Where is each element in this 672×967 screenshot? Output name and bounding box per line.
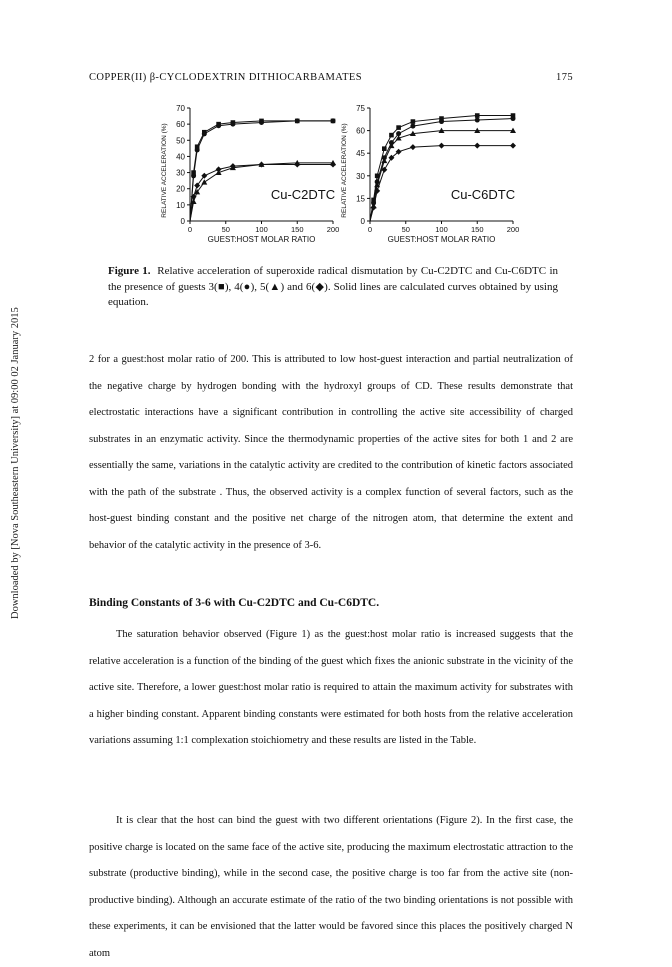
x-axis-label: GUEST:HOST MOLAR RATIO (387, 235, 496, 244)
x-tick-label: 100 (255, 225, 268, 234)
circle-marker (216, 123, 221, 128)
square-marker (411, 119, 416, 124)
x-tick-label: 0 (367, 225, 373, 234)
diamond-marker (439, 143, 445, 149)
paragraph-1: 2 for a guest:host molar ratio of 200. This is attributed to low host-guest interaction and partial neutralization of the negative charge by hydrogen bonding with the hydroxyl groups of CD. These results demonstrate that electrostatic interactions have a significant contribution in controlling the active site accessibility of charged substrates in an enzymatic activity. Since the thermodynamic properties of the active sites for both 1 and 2 are essentially the same, variations in the catalytic activity are credited to the contribution of kinetic factors associated with the path of the substrate . Thus, the observed activity is a complex function of several factors, such as the host-guest binding constant and the positive net charge of the nitrogen atom, that determine the extent and behavior of the catalytic activity in the presence of 3-6. (89, 354, 573, 551)
chart-title: Cu-C6DTC (450, 187, 516, 202)
y-tick-label: 60 (176, 120, 185, 130)
chart-title: Cu-C2DTC (270, 187, 336, 202)
square-marker (389, 133, 394, 138)
circle-marker (295, 118, 300, 123)
y-tick-label: 30 (356, 171, 365, 181)
y-tick-label: 45 (356, 149, 365, 159)
x-tick-label: 100 (435, 225, 448, 234)
y-tick-label: 20 (176, 184, 185, 194)
x-axis-label: GUEST:HOST MOLAR RATIO (207, 235, 316, 244)
circle-marker (439, 119, 444, 124)
circle-marker (230, 122, 235, 127)
x-tick-label: 0 (187, 225, 193, 234)
diamond-marker (410, 144, 416, 150)
circle-marker (202, 131, 207, 136)
y-tick-label: 50 (176, 136, 185, 146)
page-number: 175 (556, 72, 573, 83)
figure-1 (130, 90, 530, 255)
caption-label: Figure 1. (108, 265, 151, 277)
y-tick-label: 75 (356, 104, 365, 113)
y-tick-label: 30 (176, 168, 185, 178)
square-marker (382, 146, 387, 151)
section-heading: Binding Constants of 3-6 with Cu-C2DTC and Cu-C6DTC. (89, 597, 380, 609)
y-tick-label: 70 (176, 104, 185, 113)
circle-marker (191, 173, 196, 178)
series-line-square (190, 121, 336, 221)
triangle-marker (201, 179, 207, 184)
circle-marker (410, 124, 415, 129)
y-tick-label: 0 (180, 217, 185, 226)
x-tick-label: 50 (221, 225, 230, 234)
y-axis-label: RELATIVE ACCELERATION (%) (161, 123, 168, 218)
y-axis-label: RELATIVE ACCELERATION (%) (341, 123, 348, 218)
circle-marker (511, 116, 516, 121)
x-tick-label: 150 (290, 225, 304, 234)
paragraph-2: The saturation behavior observed (Figure 1) as the guest:host molar ratio is increased suggests that the relative acceleration is a function of the binding of the guest which fixes the anionic substrate in the vicinity of the active site. Therefore, a lower guest:host molar ratio is required to attain the maximum activity for substrates with a higher binding constant. Apparent binding constants were estimated for both hosts from the relative acceleration variations assuming 1:1 complexation stoichiometry and these results are listed in the Table. (89, 629, 573, 746)
series-line-circle (190, 121, 336, 221)
x-tick-label: 150 (470, 225, 484, 234)
square-marker (475, 113, 480, 118)
circle-marker (195, 147, 200, 152)
diamond-marker (510, 143, 516, 149)
circle-marker (259, 120, 264, 125)
circle-marker (475, 118, 480, 123)
running-title: COPPER(II) β-CYCLODEXTRIN DITHIOCARBAMATES (89, 72, 362, 83)
download-watermark: Downloaded by [Nova Southeastern University] at 09:00 02 January 2015 (10, 307, 21, 619)
x-tick-label: 200 (326, 225, 340, 234)
diamond-marker (474, 143, 480, 149)
x-tick-label: 200 (506, 225, 520, 234)
y-tick-label: 60 (356, 126, 365, 136)
circle-marker (331, 118, 336, 123)
y-tick-label: 0 (360, 217, 365, 226)
paragraph-3: It is clear that the host can bind the guest with two different orientations (Figure 2). In the first case, the positive charge is located on the same face of the active site, producing the maximum electrostatic attraction to the substrate (productive binding), while in the second case, the positive charge is too far from the active site (non-productive binding). Although an accurate estimate of the ratio of the two binding orientations is not possible with these experiments, it can be envisioned that the latter would be favored since this places the positively charged N atom (89, 815, 573, 959)
square-marker (396, 125, 401, 130)
y-tick-label: 10 (176, 200, 185, 210)
y-tick-label: 15 (356, 194, 365, 204)
caption-text: Relative acceleration of superoxide radical dismutation by Cu-C2DTC and Cu-C6DTC in the presence of guests 3(■), 4(●), 5(▲) and 6(◆). Solid lines are calculated curves obtained by using equation. (108, 265, 558, 308)
figure-caption (108, 264, 558, 311)
y-tick-label: 40 (176, 152, 185, 162)
x-tick-label: 50 (401, 225, 410, 234)
